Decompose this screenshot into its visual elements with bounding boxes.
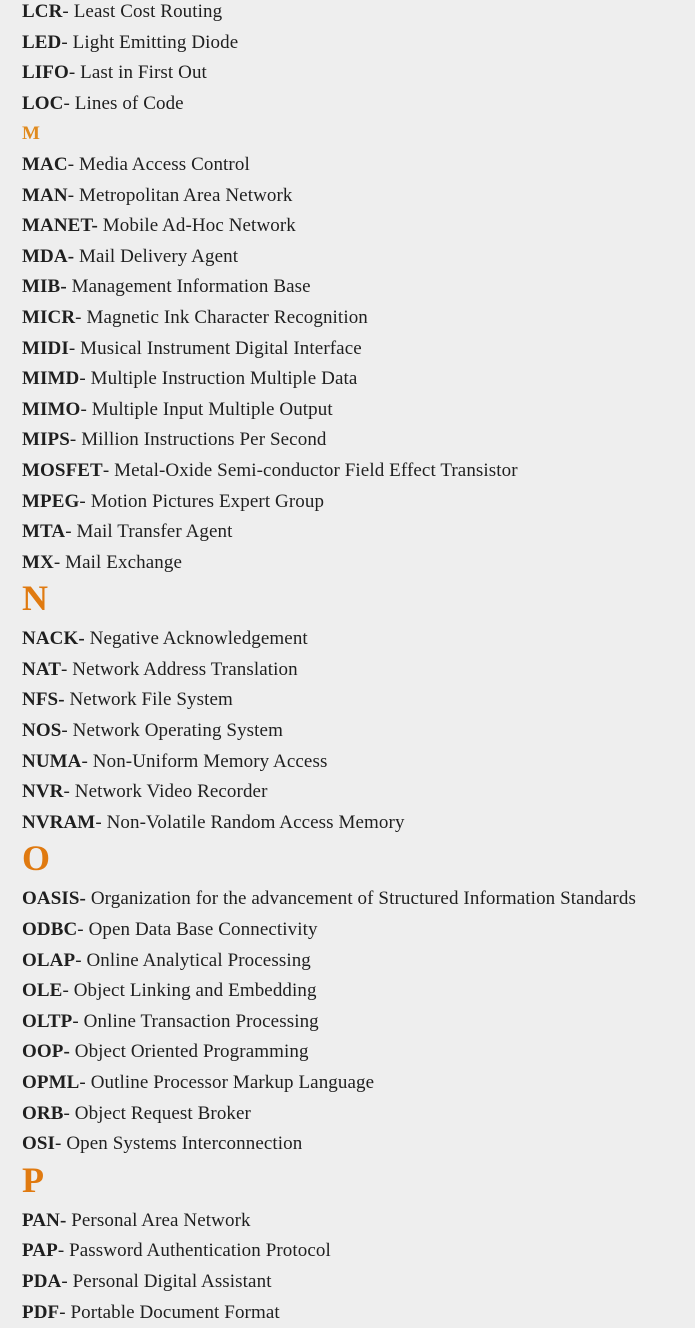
separator-dash: - (102, 459, 115, 481)
acronym-meaning: Mobile Ad-Hoc Network (102, 215, 296, 237)
glossary-entry (22, 211, 695, 242)
glossary-entry (22, 716, 695, 747)
acronym-meaning: Non-Uniform Memory Access (92, 750, 328, 772)
acronym: ODBC (22, 919, 78, 941)
glossary-entry (22, 1129, 695, 1160)
glossary-entry (22, 976, 695, 1007)
glossary-entry (22, 1007, 695, 1038)
acronym: MTA (22, 521, 66, 543)
separator-dash: - (60, 276, 72, 298)
acronym-meaning: Network File System (69, 689, 233, 711)
acronym-meaning: Open Data Base Connectivity (88, 919, 318, 941)
acronym-meaning: Metropolitan Area Network (78, 184, 293, 206)
glossary-entry (22, 915, 695, 946)
glossary-entry (22, 272, 695, 303)
glossary-entry (22, 1068, 695, 1099)
separator-dash: - (63, 1102, 75, 1124)
glossary-entry (22, 425, 695, 456)
acronym-meaning: Online Analytical Processing (86, 949, 311, 971)
acronym-meaning: Mail Delivery Agent (78, 245, 239, 267)
glossary-entry (22, 242, 695, 273)
separator-dash: - (57, 1240, 70, 1262)
acronym: PDF (22, 1301, 60, 1323)
section-m (22, 119, 695, 578)
glossary-entry (22, 624, 695, 655)
separator-dash: - (79, 490, 91, 512)
separator-dash: - (61, 658, 73, 680)
acronym: MAC (22, 153, 68, 175)
glossary-entry (22, 777, 695, 808)
separator-dash: - (65, 521, 77, 543)
acronym-meaning: Object Oriented Programming (74, 1041, 309, 1063)
acronym: OLAP (22, 949, 76, 971)
separator-dash: - (67, 184, 79, 206)
glossary-entry (22, 1099, 695, 1130)
acronym: MPEG (22, 490, 80, 512)
acronym-meaning: Million Instructions Per Second (81, 429, 327, 451)
acronym: OOP (22, 1041, 64, 1063)
section-letter-heading: O (22, 838, 51, 879)
separator-dash: - (68, 62, 81, 84)
acronym: NOS (22, 720, 62, 742)
acronym: PAN (22, 1209, 60, 1231)
acronym-meaning: Network Address Translation (72, 658, 298, 680)
acronym-meaning: Negative Acknowledgement (89, 628, 308, 650)
separator-dash: - (79, 888, 91, 910)
separator-dash: - (68, 337, 81, 359)
acronym-meaning: Mail Exchange (65, 551, 182, 573)
separator-dash: - (81, 750, 93, 772)
glossary-entry (22, 181, 695, 212)
section-n (22, 578, 695, 838)
acronym: NUMA (22, 750, 82, 772)
acronym-meaning: Lines of Code (74, 92, 184, 114)
acronym: MOSFET (22, 459, 103, 481)
separator-dash: - (59, 1301, 71, 1323)
acronym-meaning: Multiple Instruction Multiple Data (90, 368, 358, 390)
glossary-entry (22, 747, 695, 778)
glossary-entry (22, 1236, 695, 1267)
acronym-meaning: Motion Pictures Expert Group (90, 490, 325, 512)
acronym: MIMO (22, 398, 81, 420)
acronym: MAN (22, 184, 68, 206)
acronym-meaning: Media Access Control (78, 153, 250, 175)
separator-dash: - (79, 368, 91, 390)
acronym-meaning: Password Authentication Protocol (69, 1240, 331, 1262)
separator-dash: - (61, 720, 73, 742)
acronym: MIPS (22, 429, 70, 451)
glossary-entry (22, 655, 695, 686)
acronym-meaning: Light Emitting Diode (72, 31, 239, 53)
acronym-meaning: Least Cost Routing (73, 1, 223, 22)
acronym-meaning: Network Operating System (72, 720, 283, 742)
glossary-entry (22, 548, 695, 579)
acronym: LED (22, 31, 62, 53)
glossary-entry (22, 685, 695, 716)
acronym-meaning: Management Information Base (71, 276, 311, 298)
separator-dash: - (63, 92, 75, 114)
acronym: ORB (22, 1102, 64, 1124)
separator-dash: - (53, 551, 66, 573)
glossary-entry (22, 1037, 695, 1068)
acronym: OLE (22, 980, 63, 1002)
acronym: MDA (22, 245, 68, 267)
section-letter-heading: M (22, 123, 40, 145)
glossary-entry (22, 150, 695, 181)
glossary-entry (22, 1206, 695, 1237)
separator-dash: - (67, 245, 79, 267)
acronym-meaning: Mail Transfer Agent (76, 521, 233, 543)
glossary-entry (22, 364, 695, 395)
separator-dash: - (75, 949, 87, 971)
acronym-meaning: Object Request Broker (74, 1102, 251, 1124)
section-letter-heading: N (22, 578, 48, 619)
glossary-entry (22, 808, 695, 839)
acronym-meaning: Non-Volatile Random Access Memory (106, 811, 405, 833)
acronym-meaning: Object Linking and Embedding (73, 980, 317, 1002)
glossary-entry (22, 456, 695, 487)
separator-dash: - (91, 215, 103, 237)
acronym-meaning: Magnetic Ink Character Recognition (86, 306, 368, 328)
acronym: MIMD (22, 368, 80, 390)
separator-dash: - (67, 153, 79, 175)
glossary-entry (22, 946, 695, 977)
acronym-meaning: Portable Document Format (70, 1301, 280, 1323)
acronym-meaning: Personal Digital Assistant (72, 1270, 272, 1292)
separator-dash: - (80, 398, 92, 420)
glossary-entry (22, 334, 695, 365)
separator-dash: - (55, 1133, 67, 1155)
acronym-meaning: Musical Instrument Digital Interface (80, 337, 362, 359)
glossary-entry (22, 0, 695, 28)
glossary-entry (22, 28, 695, 59)
acronym: NVR (22, 781, 64, 803)
separator-dash: - (62, 980, 74, 1002)
section-letter-heading: P (22, 1159, 44, 1200)
separator-dash: - (63, 781, 75, 803)
acronym: OLTP (22, 1010, 73, 1032)
acronym: NACK (22, 628, 79, 650)
acronym-meaning: Organization for the advancement of Structured Information Standards (90, 888, 636, 910)
acronym: PAP (22, 1240, 58, 1262)
acronym: MIDI (22, 337, 69, 359)
acronym: MICR (22, 306, 76, 328)
acronym: OASIS (22, 888, 80, 910)
glossary-entry (22, 395, 695, 426)
acronym-meaning: Metal-Oxide Semi-conductor Field Effect Transistor (114, 459, 518, 481)
acronym: LIFO (22, 62, 69, 84)
glossary-entry (22, 1267, 695, 1298)
acronym: LOC (22, 92, 64, 114)
acronym: NAT (22, 658, 62, 680)
separator-dash: - (77, 919, 89, 941)
glossary-entry (22, 89, 695, 120)
separator-dash: - (75, 306, 87, 328)
glossary-entry (22, 517, 695, 548)
acronym: LCR (22, 1, 63, 22)
acronym-meaning: Open Systems Interconnection (66, 1133, 303, 1155)
acronym: OPML (22, 1072, 80, 1093)
acronym-meaning: Multiple Input Multiple Output (91, 398, 333, 420)
separator-dash: - (62, 1, 74, 22)
separator-dash: - (95, 811, 107, 833)
separator-dash: - (63, 1041, 75, 1063)
separator-dash: - (58, 689, 70, 711)
acronym-meaning: Online Transaction Processing (83, 1010, 319, 1032)
separator-dash: - (72, 1010, 84, 1032)
section-o (22, 838, 695, 1159)
acronym-meaning: Network Video Recorder (74, 781, 268, 803)
acronym-meaning: Personal Area Network (71, 1209, 251, 1231)
acronym: NVRAM (22, 811, 96, 833)
section-l-continued (22, 0, 695, 119)
glossary-entry (22, 487, 695, 518)
separator-dash: - (79, 1072, 91, 1093)
separator-dash: - (61, 31, 73, 53)
acronym: NFS (22, 689, 59, 711)
separator-dash: - (78, 628, 90, 650)
glossary-entry (22, 58, 695, 89)
acronym: OSI (22, 1133, 56, 1155)
acronym: MIB (22, 276, 61, 298)
separator-dash: - (69, 429, 82, 451)
acronym-meaning: Outline Processor Markup Language (90, 1072, 375, 1093)
separator-dash: - (61, 1270, 73, 1292)
glossary-entry (22, 1298, 695, 1328)
glossary-entry (22, 303, 695, 334)
acronym: MANET (22, 215, 92, 237)
acronym: PDA (22, 1270, 62, 1292)
acronym: MX (22, 551, 54, 573)
acronym-meaning: Last in First Out (80, 62, 207, 84)
separator-dash: - (59, 1209, 72, 1231)
section-p (22, 1160, 695, 1328)
glossary-entry (22, 884, 695, 915)
